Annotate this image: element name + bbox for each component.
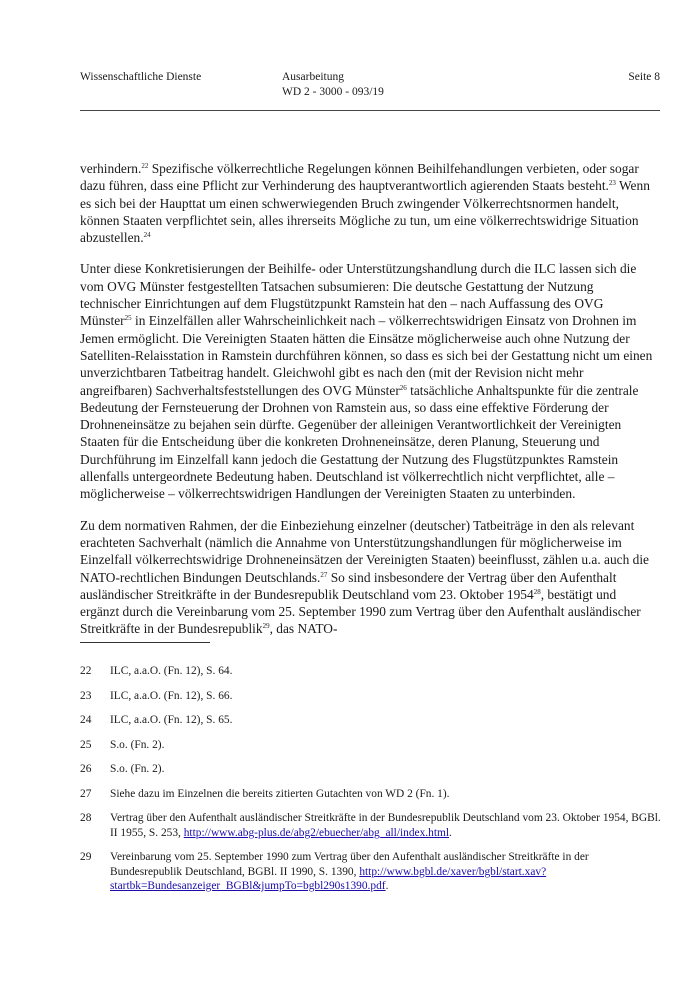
footnote-reference[interactable]: 22 [141,162,149,170]
footnote-reference[interactable]: 29 [262,622,270,631]
paragraph [80,517,656,638]
footnote [80,850,662,894]
footnote-number: 22 [80,665,92,677]
paragraph-text: tatsächliche Anhaltspunkte für die zentrale Bedeutung der Fernsteuerung der Drohnen von Ramstein aus, so dass eine effektive Förderung der Drohneneinsätze zu bejahen sein dürfte. Gegenüber der alleinigen Verantwortlichkeit der Vereinigten Staaten für die Entscheidung über die konkreten Drohneneinsätze, deren Planung, Steuerung und Durchführung im Einzelfall kann jedoch die Gestattung der Nutzung des Flugstützpunktes Ramstein allenfalls untergeordnete Bedeutung haben. Deutschland ist völkerrechtlich nicht verpflichtet, alle – möglicherweise – völkerrechtswidrigen Handlungen der Vereinigten Staaten zu unterbinden. [80,382,639,502]
paragraph-text: Wenn es sich bei der Haupttat um einen schwerwiegenden Bruch zwingender Völkerrechtsnormen handelt, können Staaten verpflichtet sein, alles ihrerseits Mögliche zu tun, um eine völkerrechtswidrige Situation abzustellen. [80,178,650,246]
footnote [80,762,662,777]
footnote-suffix: . [449,826,452,839]
footnote-link[interactable]: http://www.bgbl.de/xaver/bgbl/start.xav?startbk=Bundesanzeiger_BGBl&jumpTo=bgbl290s1390.pdf [110,865,547,892]
footnote-body: ILC, a.a.O. (Fn. 12), S. 64. [110,665,233,677]
paragraph-text: Spezifische völkerrechtliche Regelungen können Beihilfehandlungen verbieten, oder sogar dazu führen, dass eine Pflicht zur Verhinderung des hauptverantwortlich agierenden Staats besteht. [80,161,639,194]
footnote-text [110,738,662,753]
footnote-reference[interactable]: 23 [608,179,616,188]
footnote-number: 23 [80,689,92,702]
footnote-reference[interactable]: 28 [533,587,541,596]
footnote-suffix: . [385,880,389,892]
footnote-separator [80,642,210,643]
footnote [80,664,662,679]
footnote-number: 27 [80,787,92,800]
footnote-number: 28 [80,812,92,824]
paragraph-text: Zu dem normativen Rahmen, der die Einbeziehung einzelner (deutscher) Tatbeiträge in den als relevant erachteten Sachverhalt (nämlich die Annahme von Unterstützungshandlungen für möglicherweise im Einzelfall völkerrechtswidrige Drohneneinsätzen der Vereinigten Staaten) beeinflusst, zählen u.a. auch die NATO-rechtlichen Bindungen Deutschlands. [80,517,650,585]
header-organization: Wissenschaftliche Dienste [80,71,202,83]
footnote-body: S.o. (Fn. 2). [110,738,165,751]
footnote-text [110,811,662,840]
header-doc-type [282,70,384,100]
footnote [80,689,662,704]
header-doc-type-label: Ausarbeitung [282,71,344,83]
paragraph-text: , bestätigt und ergänzt durch die Vereinbarung vom 25. September 1990 zum Vertrag über den Aufenthalt ausländischer Streitkräfte in der Bundesrepublik [80,586,641,637]
footnote-number: 24 [80,714,92,726]
paragraph-text: in Einzelfällen aller Wahrscheinlichkeit nach – völkerrechtswidrigen Einsatz von Drohnen im Jemen ermöglicht. Die Vereinigten Staaten hätten die Einsätze möglicherweise auch ohne Nutzung der Satelliten-Relaisstation in Ramstein durchführen können, so dass es sich bei der Gestattung nicht um einen unverzichtbaren Tatbeitrag handelt. Gleichwohl gibt es nach den (mit der Revision nicht mehr angreifbaren) Sachverhaltsfeststellungen des OVG Münster [80,313,653,398]
header-doc-number: WD 2 - 3000 - 093/19 [282,86,384,98]
body-text [80,160,656,652]
footnote-reference[interactable]: 24 [143,231,151,240]
footnote-number: 26 [80,763,92,775]
footnote-body: S.o. (Fn. 2). [110,763,165,775]
header-rule [80,110,660,111]
footnote-body: Siehe dazu im Einzelnen die bereits zitierten Gutachten von WD 2 (Fn. 1). [110,787,450,800]
footnote-text [110,762,662,777]
footnotes [80,664,662,904]
footnote-text [110,664,662,679]
footnote-text [110,850,662,894]
page-header [80,70,660,114]
footnote-text [110,689,662,704]
footnote-number: 25 [80,738,92,751]
footnote-text [110,713,662,728]
footnote-body: ILC, a.a.O. (Fn. 12), S. 66. [110,689,233,702]
paragraph-text: So sind insbesondere der Vertrag über den Aufenthalt ausländischer Streitkräfte in der Bundesrepublik Deutschland vom 23. Oktober 1954 [80,569,617,602]
footnote-body: Vertrag über den Aufenthalt ausländischer Streitkräfte in der Bundesrepublik Deutschland vom 23. Oktober 1954, BGBl. II 1955, S. 253, [110,812,661,839]
footnote-number: 29 [80,851,92,863]
paragraph [80,260,656,502]
footnote-text [110,787,662,802]
header-page-number: Seite 8 [628,71,660,83]
footnote-body: Vereinbarung vom 25. September 1990 zum Vertrag über den Aufenthalt ausländischer Streitkräfte in der Bundesrepublik Deutschland, BGBl. II 1990, S. 1390, [110,851,589,878]
footnote [80,787,662,802]
paragraph-text: , das NATO- [269,621,338,637]
footnote-reference[interactable]: 25 [124,314,132,323]
footnote [80,713,662,728]
footnote [80,811,662,840]
footnote-reference[interactable]: 26 [399,383,407,392]
footnote-link[interactable]: http://www.abg-plus.de/abg2/ebuecher/abg_all/index.html [183,826,450,839]
footnote-reference[interactable]: 27 [320,570,328,579]
footnote-body: ILC, a.a.O. (Fn. 12), S. 65. [110,714,233,726]
footnote [80,738,662,753]
paragraph-text: Unter diese Konkretisierungen der Beihilfe- oder Unterstützungshandlung durch die ILC lassen sich die vom OVG Münster festgestellten Tatsachen subsumieren: Die deutsche Gestattung der Nutzung technischer Einrichtungen auf dem Flugstützpunkt Ramstein hat den – nach Auffassung des OVG Münster [80,261,637,329]
paragraph [80,160,656,246]
paragraph-text: verhindern. [80,161,142,176]
